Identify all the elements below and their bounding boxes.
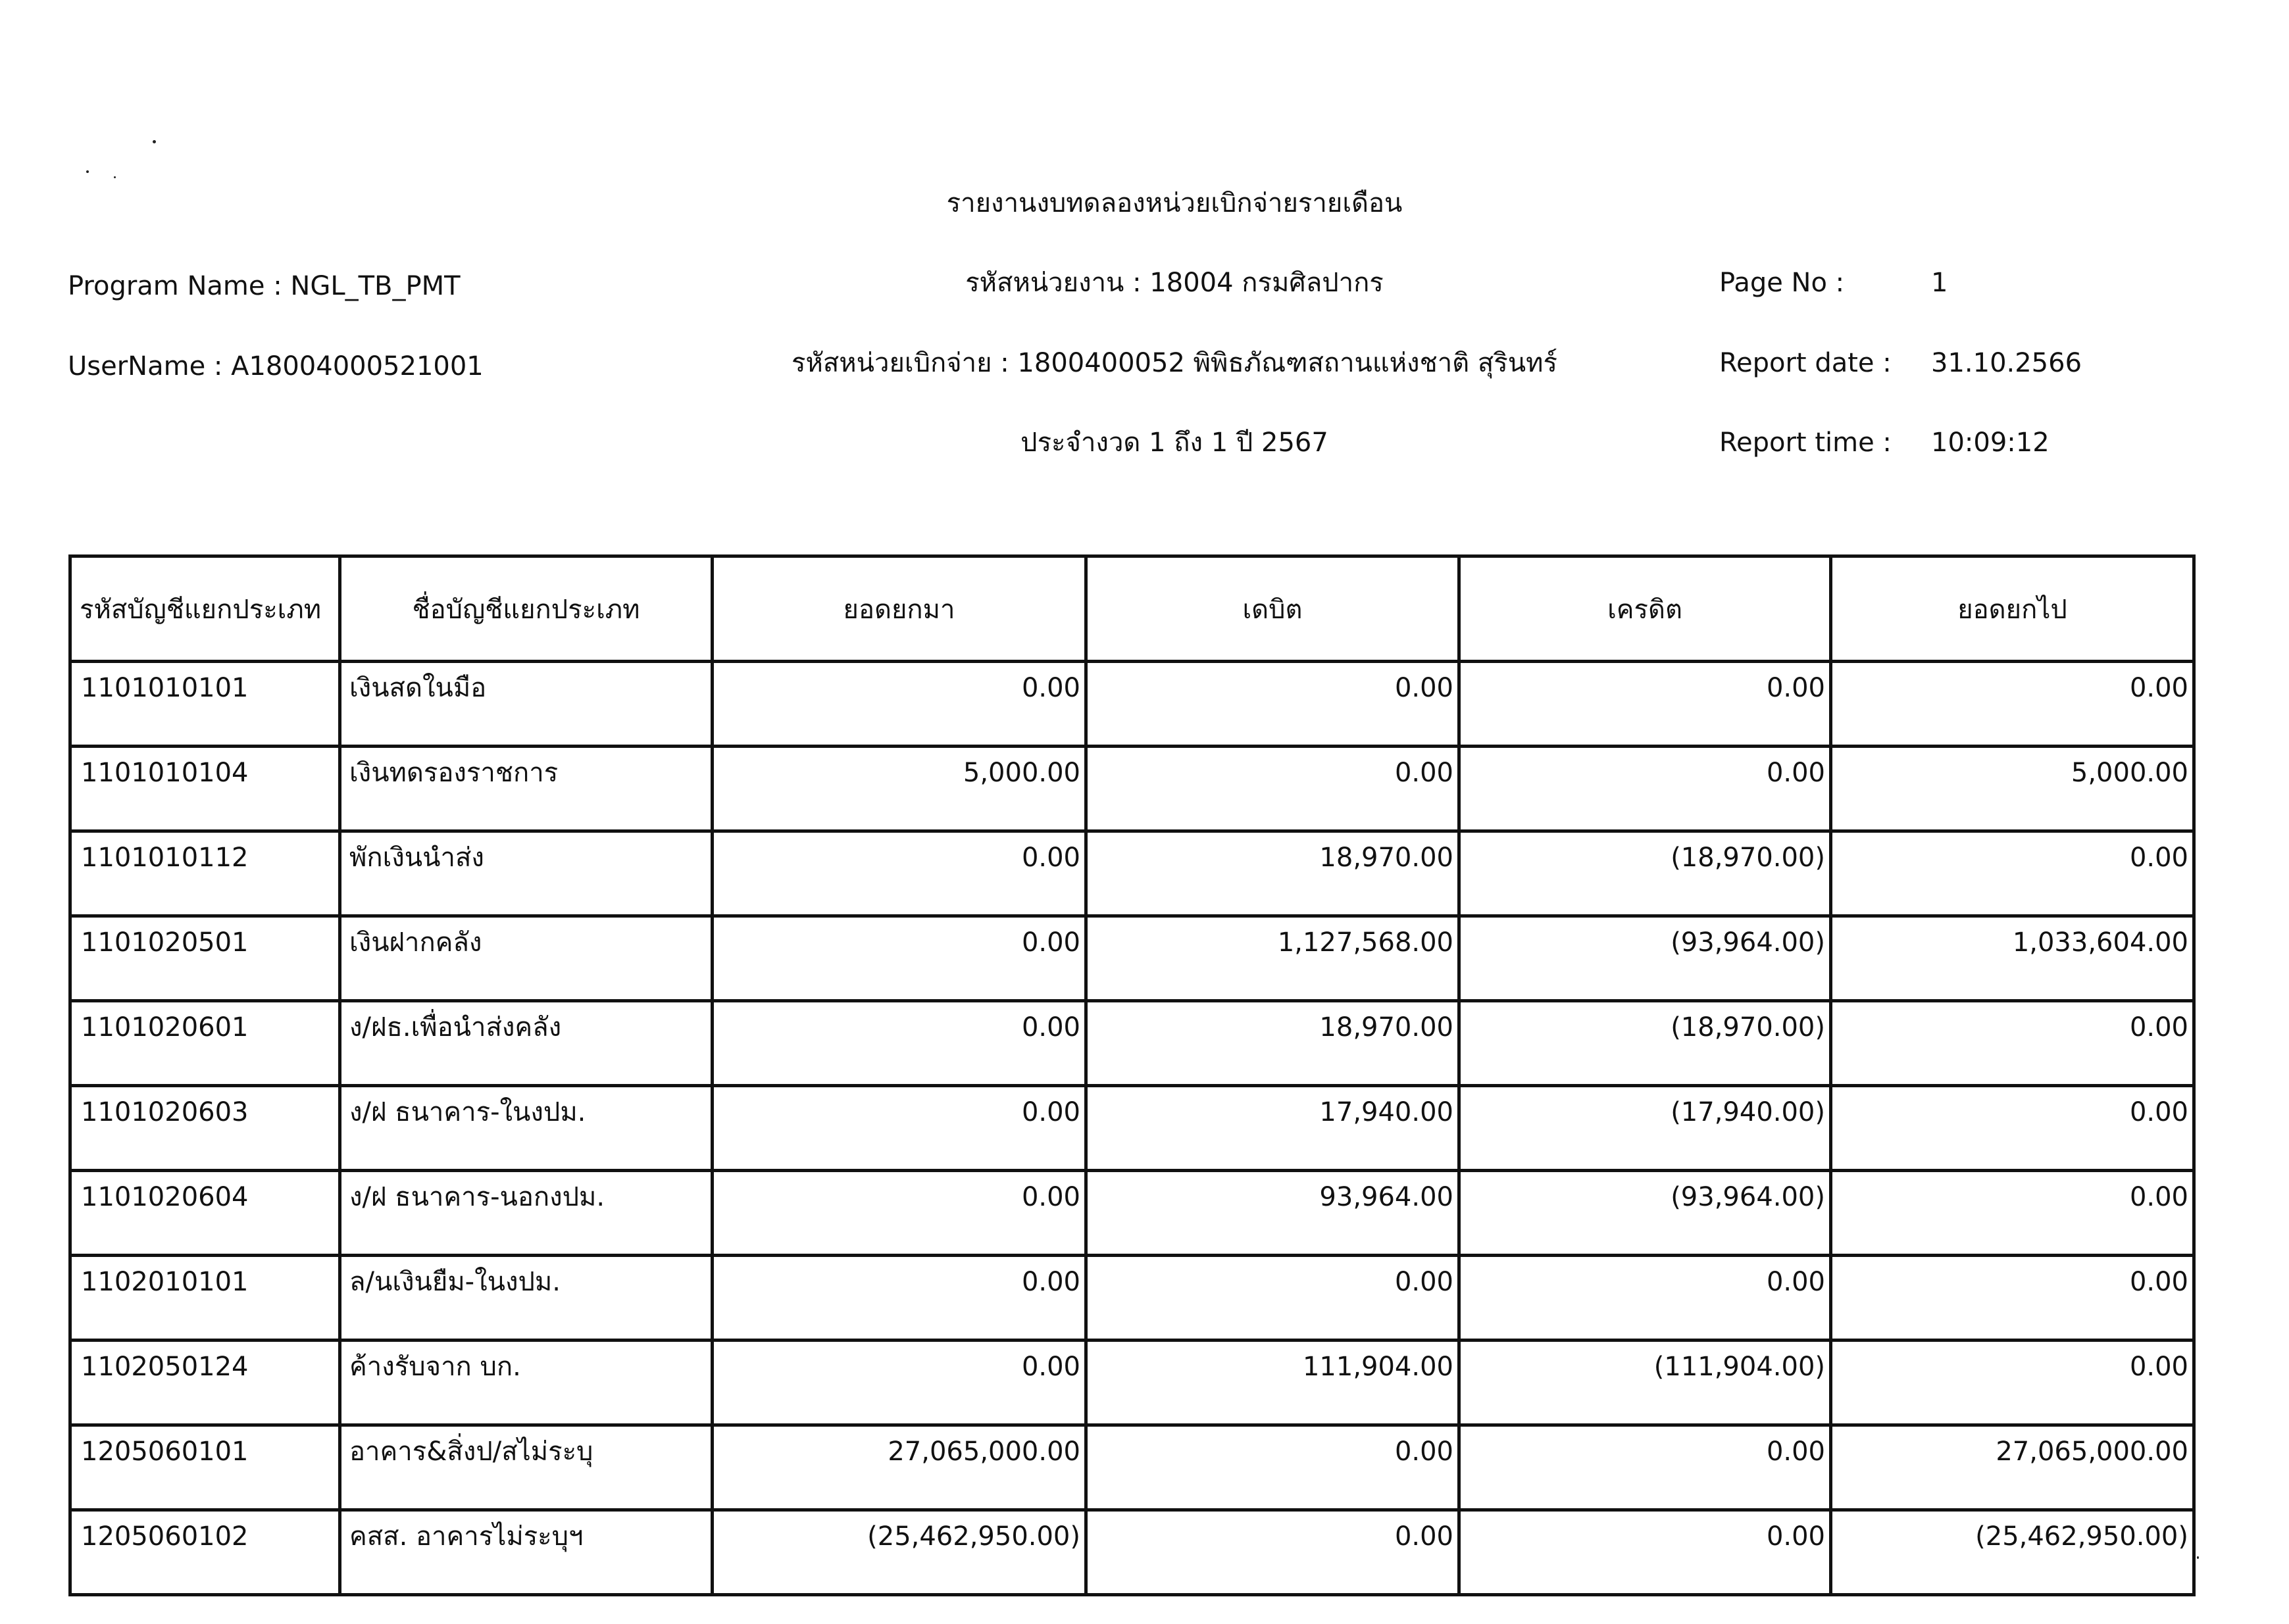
account-name: อาคาร&สิ่งป/สไม่ระบุ — [340, 1425, 713, 1510]
opening-balance: (25,462,950.00) — [713, 1510, 1086, 1595]
credit: (93,964.00) — [1459, 916, 1831, 1001]
opening-balance: 0.00 — [713, 1341, 1086, 1425]
credit: (18,970.00) — [1459, 831, 1831, 916]
account-code: 1205060102 — [70, 1510, 340, 1595]
agency-line: รหัสหน่วยงาน : 18004 กรมศิลปากร — [965, 268, 1384, 298]
closing-balance: 0.00 — [1831, 1256, 2194, 1341]
opening-balance: 27,065,000.00 — [713, 1425, 1086, 1510]
account-name: พักเงินนำส่ง — [340, 831, 713, 916]
account-name: ง/ฝธ.เพื่อนำส่งคลัง — [340, 1001, 713, 1086]
column-header-debit: เดบิต — [1086, 556, 1459, 662]
table-row — [70, 1341, 2194, 1425]
period-line: ประจำงวด 1 ถึง 1 ปี 2567 — [1020, 428, 1328, 458]
closing-balance: 27,065,000.00 — [1831, 1425, 2194, 1510]
table-row — [70, 916, 2194, 1001]
table-row — [70, 1086, 2194, 1171]
account-name: คสส. อาคารไม่ระบุฯ — [340, 1510, 713, 1595]
opening-balance: 0.00 — [713, 1001, 1086, 1086]
credit: (17,940.00) — [1459, 1086, 1831, 1171]
account-code: 1101020604 — [70, 1171, 340, 1256]
column-header-closing-balance: ยอดยกไป — [1831, 556, 2194, 662]
debit: 111,904.00 — [1086, 1341, 1459, 1425]
report-time-label: Report time : — [1719, 428, 1892, 458]
scan-speck — [153, 140, 156, 143]
account-name: ง/ฝ ธนาคาร-ในงปม. — [340, 1086, 713, 1171]
credit: (111,904.00) — [1459, 1341, 1831, 1425]
username: UserName : A18004000521001 — [68, 351, 484, 381]
account-name: เงินทดรองราชการ — [340, 747, 713, 831]
account-code: 1205060101 — [70, 1425, 340, 1510]
opening-balance: 0.00 — [713, 662, 1086, 747]
report-title: รายงานงบทดลองหน่วยเบิกจ่ายรายเดือน — [946, 188, 1403, 218]
closing-balance: 0.00 — [1831, 831, 2194, 916]
closing-balance: 0.00 — [1831, 1001, 2194, 1086]
account-code: 1101010112 — [70, 831, 340, 916]
page-no-label: Page No : — [1719, 268, 1845, 298]
credit: 0.00 — [1459, 1425, 1831, 1510]
debit: 93,964.00 — [1086, 1171, 1459, 1256]
account-name: ง/ฝ ธนาคาร-นอกงปม. — [340, 1171, 713, 1256]
credit: 0.00 — [1459, 662, 1831, 747]
column-header-account-name: ชื่อบัญชีแยกประเภท — [340, 556, 713, 662]
report-date-value: 31.10.2566 — [1931, 348, 2082, 378]
debit: 17,940.00 — [1086, 1086, 1459, 1171]
opening-balance: 0.00 — [713, 1086, 1086, 1171]
table-header-row — [70, 556, 2194, 662]
table-row — [70, 1256, 2194, 1341]
closing-balance: 1,033,604.00 — [1831, 916, 2194, 1001]
debit: 0.00 — [1086, 1510, 1459, 1595]
column-header-credit: เครดิต — [1459, 556, 1831, 662]
debit: 0.00 — [1086, 747, 1459, 831]
account-code: 1101020501 — [70, 916, 340, 1001]
table-row — [70, 1171, 2194, 1256]
account-code: 1101010104 — [70, 747, 340, 831]
opening-balance: 0.00 — [713, 916, 1086, 1001]
opening-balance: 0.00 — [713, 831, 1086, 916]
closing-balance: 0.00 — [1831, 1341, 2194, 1425]
credit: (18,970.00) — [1459, 1001, 1831, 1086]
column-header-opening-balance: ยอดยกมา — [713, 556, 1086, 662]
account-name: ค้างรับจาก บก. — [340, 1341, 713, 1425]
account-name: ล/นเงินยืม-ในงปม. — [340, 1256, 713, 1341]
scan-speck — [114, 176, 116, 178]
report-time-value: 10:09:12 — [1931, 428, 2050, 458]
account-code: 1101020601 — [70, 1001, 340, 1086]
table-row — [70, 831, 2194, 916]
page-no-value: 1 — [1931, 268, 1948, 298]
debit: 1,127,568.00 — [1086, 916, 1459, 1001]
credit: (93,964.00) — [1459, 1171, 1831, 1256]
account-code: 1102010101 — [70, 1256, 340, 1341]
disbursing-unit-line: รหัสหน่วยเบิกจ่าย : 1800400052 พิพิธภัณฑสถานแห่งชาติ สุรินทร์ — [792, 348, 1557, 378]
closing-balance: 0.00 — [1831, 1086, 2194, 1171]
opening-balance: 5,000.00 — [713, 747, 1086, 831]
column-header-account-code: รหัสบัญชีแยกประเภท — [70, 556, 340, 662]
account-code: 1101010101 — [70, 662, 340, 747]
credit: 0.00 — [1459, 1510, 1831, 1595]
closing-balance: (25,462,950.00) — [1831, 1510, 2194, 1595]
opening-balance: 0.00 — [713, 1171, 1086, 1256]
debit: 0.00 — [1086, 1256, 1459, 1341]
scan-speck — [2197, 1556, 2199, 1559]
account-name: เงินฝากคลัง — [340, 916, 713, 1001]
table-row — [70, 662, 2194, 747]
scan-speck — [86, 170, 89, 173]
table-row — [70, 1425, 2194, 1510]
debit: 0.00 — [1086, 662, 1459, 747]
closing-balance: 5,000.00 — [1831, 747, 2194, 831]
account-code: 1102050124 — [70, 1341, 340, 1425]
report-date-label: Report date : — [1719, 348, 1892, 378]
account-name: เงินสดในมือ — [340, 662, 713, 747]
debit: 18,970.00 — [1086, 831, 1459, 916]
program-name: Program Name : NGL_TB_PMT — [68, 271, 461, 301]
closing-balance: 0.00 — [1831, 662, 2194, 747]
debit: 0.00 — [1086, 1425, 1459, 1510]
account-code: 1101020603 — [70, 1086, 340, 1171]
table-row — [70, 1510, 2194, 1595]
trial-balance-table — [68, 554, 2196, 1596]
closing-balance: 0.00 — [1831, 1171, 2194, 1256]
opening-balance: 0.00 — [713, 1256, 1086, 1341]
table-row — [70, 1001, 2194, 1086]
debit: 18,970.00 — [1086, 1001, 1459, 1086]
credit: 0.00 — [1459, 747, 1831, 831]
credit: 0.00 — [1459, 1256, 1831, 1341]
table-row — [70, 747, 2194, 831]
